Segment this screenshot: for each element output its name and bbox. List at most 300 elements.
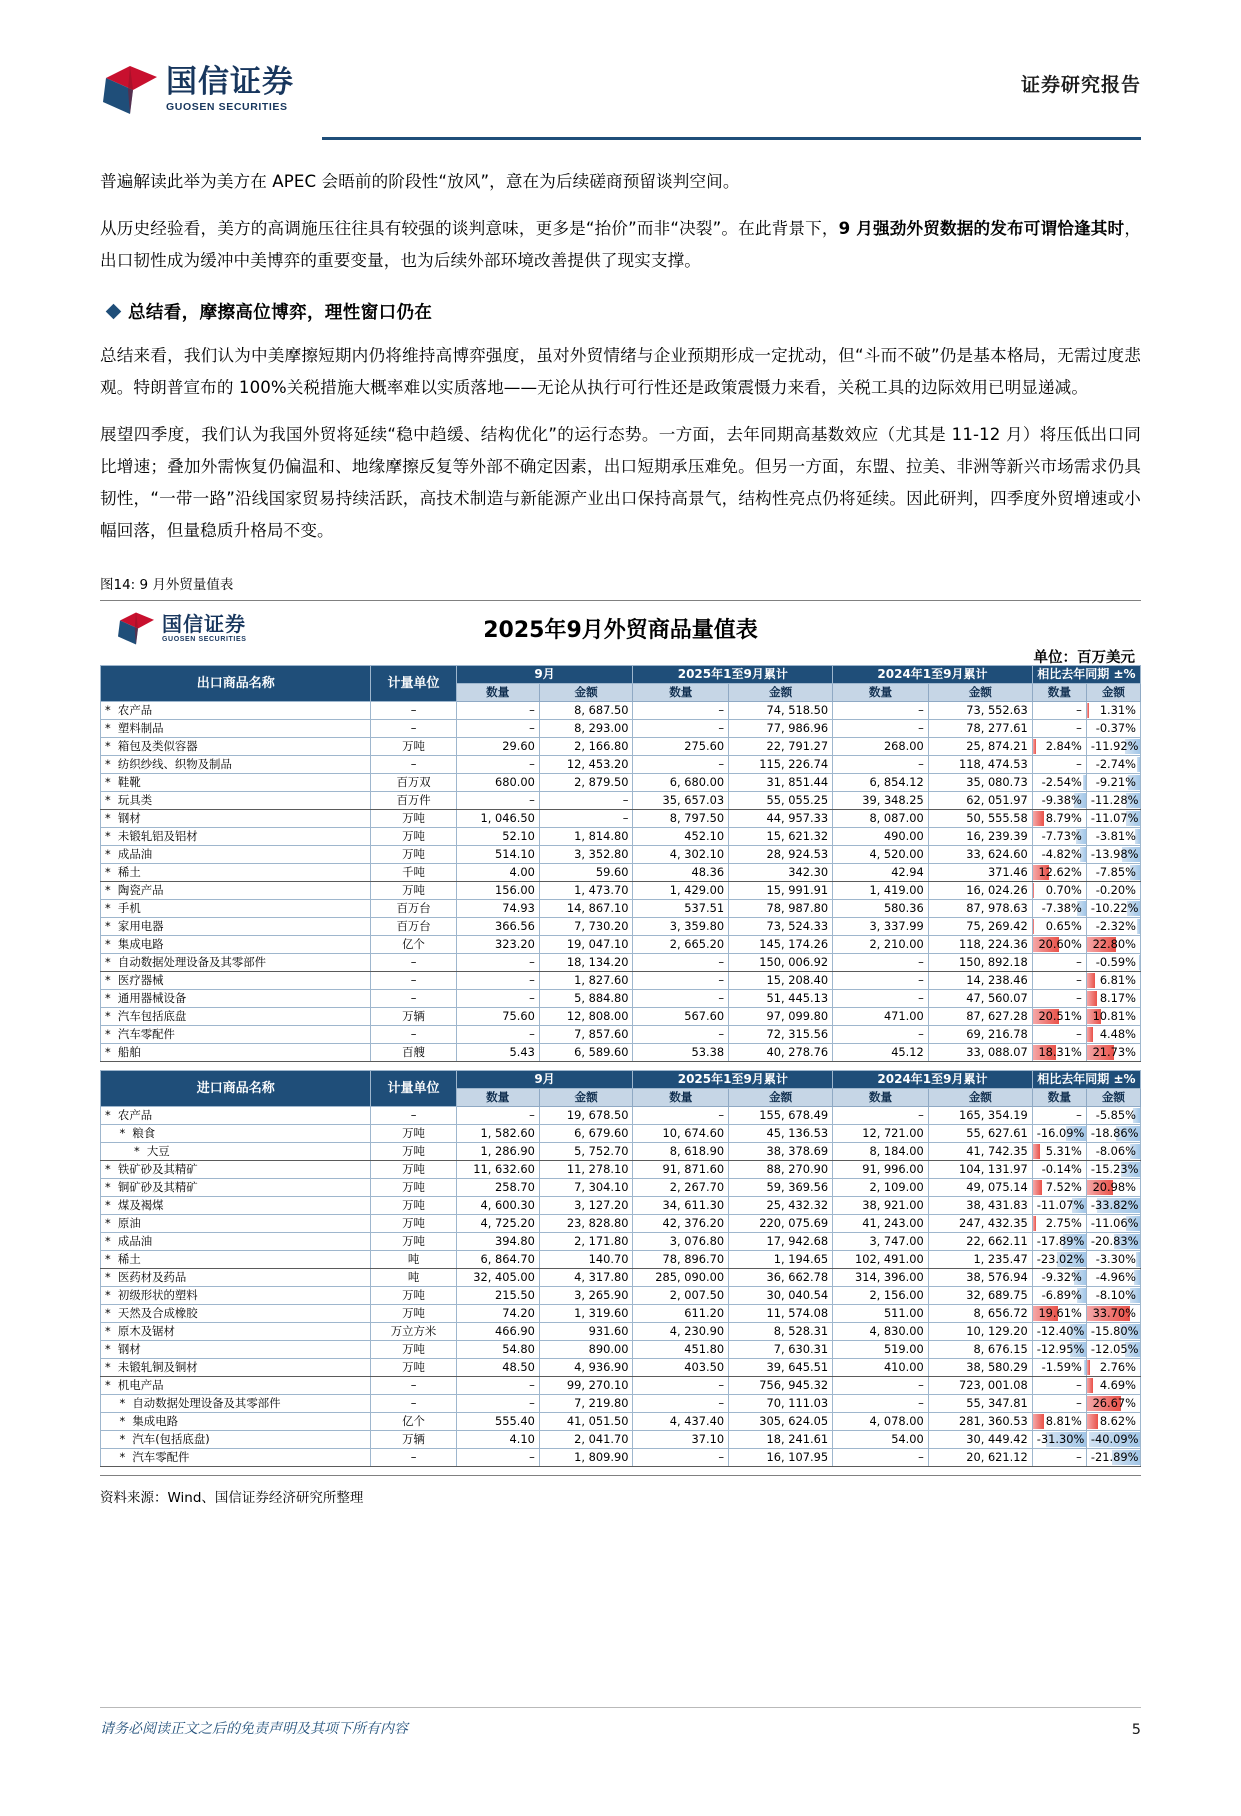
export-ytd2024-qty: –	[833, 720, 929, 738]
import-item-name: * 大豆	[101, 1143, 371, 1161]
export-yoy-amount	[1086, 972, 1140, 990]
export-ytd2024-qty: –	[833, 990, 929, 1008]
databar-value: –	[1076, 955, 1082, 969]
import-ytd2024-amount: 32, 689.75	[928, 1287, 1032, 1305]
export-unit: –	[371, 702, 456, 720]
positive-databar	[1033, 1144, 1040, 1159]
export-yoy-amount	[1086, 954, 1140, 972]
import-unit: 万吨	[371, 1179, 456, 1197]
import-ytd2024-amount: 247, 432.35	[928, 1215, 1032, 1233]
import-item-name: * 汽车(包括底盘)	[101, 1431, 371, 1449]
export-ytd2025-qty: –	[633, 720, 729, 738]
guosen-logo-icon-small	[116, 611, 156, 646]
export-ytd2025-qty: –	[633, 756, 729, 774]
databar-value: 0.65%	[1046, 919, 1082, 933]
export-yoy-amount	[1086, 936, 1140, 954]
import-month-amount: 1, 319.60	[539, 1305, 633, 1323]
databar-value: -31.30%	[1037, 1432, 1085, 1446]
export-ytd2024-amount: 35, 080.73	[928, 774, 1032, 792]
import-yoy-amount	[1086, 1143, 1140, 1161]
export-yoy-qty	[1032, 990, 1086, 1008]
export-yoy-qty	[1032, 954, 1086, 972]
export-yoy-qty	[1032, 900, 1086, 918]
table-row	[101, 900, 1141, 918]
export-month-qty: –	[456, 990, 539, 1008]
negative-databar	[1137, 919, 1140, 934]
import-ytd2024-qty: 4, 078.00	[833, 1413, 929, 1431]
export-ytd2025-qty: 275.60	[633, 738, 729, 756]
import-ytd2024-amount: 723, 001.08	[928, 1377, 1032, 1395]
th-month-qty: 数量	[456, 684, 539, 702]
import-yoy-qty	[1032, 1161, 1086, 1179]
table-row	[101, 1341, 1141, 1359]
table-row	[101, 720, 1141, 738]
export-month-amount: 8, 293.00	[539, 720, 633, 738]
table-row	[101, 1287, 1141, 1305]
export-unit: 千吨	[371, 864, 456, 882]
databar-value: -13.98%	[1091, 847, 1139, 861]
import-ytd2025-qty: 8, 618.90	[633, 1143, 729, 1161]
import-ytd2025-amount: 756, 945.32	[729, 1377, 833, 1395]
brand-name-cn: 国信证券	[166, 67, 294, 99]
import-ytd2025-qty: 611.20	[633, 1305, 729, 1323]
import-yoy-qty	[1032, 1359, 1086, 1377]
import-unit: 万吨	[371, 1341, 456, 1359]
import-month-amount: 4, 936.90	[539, 1359, 633, 1377]
export-yoy-amount	[1086, 792, 1140, 810]
export-month-amount: 7, 857.60	[539, 1026, 633, 1044]
export-month-amount: –	[539, 810, 633, 828]
import-yoy-qty	[1032, 1377, 1086, 1395]
import-ytd2025-qty: 403.50	[633, 1359, 729, 1377]
import-unit: 万吨	[371, 1161, 456, 1179]
export-month-qty: 29.60	[456, 738, 539, 756]
import-ytd2024-qty: 38, 921.00	[833, 1197, 929, 1215]
negative-databar	[1137, 757, 1140, 772]
import-ytd2025-amount: 17, 942.68	[729, 1233, 833, 1251]
export-month-amount: 3, 352.80	[539, 846, 633, 864]
import-table-head	[101, 1071, 1141, 1107]
brand-logo	[100, 64, 294, 116]
th-y24-amt: 金额	[928, 684, 1032, 702]
import-month-qty: –	[456, 1107, 539, 1125]
export-ytd2025-amount: 73, 524.33	[729, 918, 833, 936]
import-month-amount: 3, 265.90	[539, 1287, 633, 1305]
export-month-qty: 52.10	[456, 828, 539, 846]
export-ytd2025-amount: 72, 315.56	[729, 1026, 833, 1044]
import-item-name: * 铜矿砂及其精矿	[101, 1179, 371, 1197]
export-yoy-amount	[1086, 882, 1140, 900]
th-yoy-qty-i: 数量	[1032, 1089, 1086, 1107]
import-month-qty: 4, 600.30	[456, 1197, 539, 1215]
table-row	[101, 918, 1141, 936]
export-unit: –	[371, 954, 456, 972]
import-ytd2025-amount: 70, 111.03	[729, 1395, 833, 1413]
footer-divider	[100, 1707, 1141, 1708]
import-month-qty: 6, 864.70	[456, 1251, 539, 1269]
export-month-qty: –	[456, 720, 539, 738]
export-ytd2024-amount: 16, 024.26	[928, 882, 1032, 900]
import-ytd2025-amount: 88, 270.90	[729, 1161, 833, 1179]
import-yoy-qty	[1032, 1125, 1086, 1143]
export-month-qty: 323.20	[456, 936, 539, 954]
export-yoy-amount	[1086, 720, 1140, 738]
export-ytd2024-qty: 3, 337.99	[833, 918, 929, 936]
import-ytd2024-qty: 91, 996.00	[833, 1161, 929, 1179]
import-ytd2025-amount: 1, 194.65	[729, 1251, 833, 1269]
export-month-qty: 75.60	[456, 1008, 539, 1026]
import-month-qty: 555.40	[456, 1413, 539, 1431]
import-yoy-amount	[1086, 1125, 1140, 1143]
import-unit: 万吨	[371, 1359, 456, 1377]
import-yoy-amount	[1086, 1431, 1140, 1449]
export-item-name: * 成品油	[101, 846, 371, 864]
export-month-amount: 8, 687.50	[539, 702, 633, 720]
import-item-name: * 集成电路	[101, 1413, 371, 1431]
export-month-amount: 7, 730.20	[539, 918, 633, 936]
databar-value: -17.89%	[1037, 1234, 1085, 1248]
section-heading	[108, 299, 1141, 324]
table-row	[101, 990, 1141, 1008]
export-item-name: * 稀土	[101, 864, 371, 882]
import-yoy-qty	[1032, 1215, 1086, 1233]
export-ytd2024-amount: 87, 978.63	[928, 900, 1032, 918]
import-ytd2024-amount: 55, 347.81	[928, 1395, 1032, 1413]
export-month-qty: 680.00	[456, 774, 539, 792]
import-ytd2025-amount: 7, 630.31	[729, 1341, 833, 1359]
export-month-amount: 19, 047.10	[539, 936, 633, 954]
export-month-qty: 1, 046.50	[456, 810, 539, 828]
databar-value: -21.89%	[1091, 1450, 1139, 1464]
import-month-amount: 2, 171.80	[539, 1233, 633, 1251]
th-yoy-import: 相比去年同期 ±%	[1032, 1071, 1140, 1089]
table-row	[101, 1359, 1141, 1377]
th-yoy: 相比去年同期 ±%	[1032, 666, 1140, 684]
import-item-name: * 初级形状的塑料	[101, 1287, 371, 1305]
export-ytd2024-amount: 69, 216.78	[928, 1026, 1032, 1044]
databar-value: -5.85%	[1096, 1108, 1136, 1122]
import-yoy-qty	[1032, 1197, 1086, 1215]
export-month-qty: 4.00	[456, 864, 539, 882]
export-month-qty: 5.43	[456, 1044, 539, 1062]
import-item-name: * 稀土	[101, 1251, 371, 1269]
export-yoy-amount	[1086, 1026, 1140, 1044]
table-row	[101, 774, 1141, 792]
import-month-qty: 466.90	[456, 1323, 539, 1341]
import-month-amount: 2, 041.70	[539, 1431, 633, 1449]
export-item-name: * 玩具类	[101, 792, 371, 810]
export-yoy-qty	[1032, 774, 1086, 792]
import-yoy-qty	[1032, 1449, 1086, 1467]
article-body	[100, 166, 1141, 1506]
export-item-name: * 汽车包括底盘	[101, 1008, 371, 1026]
import-ytd2024-amount: 38, 576.94	[928, 1269, 1032, 1287]
table-row	[101, 1377, 1141, 1395]
export-item-name: * 箱包及类似容器	[101, 738, 371, 756]
import-month-qty: –	[456, 1377, 539, 1395]
positive-databar	[1033, 1414, 1044, 1429]
import-yoy-amount	[1086, 1395, 1140, 1413]
import-item-name: * 成品油	[101, 1233, 371, 1251]
import-ytd2024-qty: 54.00	[833, 1431, 929, 1449]
export-ytd2024-amount: 16, 239.39	[928, 828, 1032, 846]
databar-value: 8.17%	[1100, 991, 1136, 1005]
export-unit: –	[371, 990, 456, 1008]
import-ytd2024-amount: 38, 580.29	[928, 1359, 1032, 1377]
table-row	[101, 1395, 1141, 1413]
export-ytd2025-qty: –	[633, 990, 729, 1008]
import-item-name: * 铁矿砂及其精矿	[101, 1161, 371, 1179]
databar-value: -0.59%	[1096, 955, 1136, 969]
import-ytd2025-qty: 42, 376.20	[633, 1215, 729, 1233]
databar-value: -18.86%	[1091, 1126, 1139, 1140]
import-yoy-amount	[1086, 1269, 1140, 1287]
export-ytd2024-amount: 14, 238.46	[928, 972, 1032, 990]
export-yoy-amount	[1086, 864, 1140, 882]
databar-value: -11.06%	[1091, 1216, 1139, 1230]
export-month-qty: –	[456, 972, 539, 990]
import-month-amount: 11, 278.10	[539, 1161, 633, 1179]
export-ytd2024-amount: 62, 051.97	[928, 792, 1032, 810]
import-month-amount: 1, 809.90	[539, 1449, 633, 1467]
import-yoy-amount	[1086, 1251, 1140, 1269]
export-unit: 万吨	[371, 738, 456, 756]
export-ytd2025-qty: 567.60	[633, 1008, 729, 1026]
import-month-qty: 1, 286.90	[456, 1143, 539, 1161]
import-month-amount: 3, 127.20	[539, 1197, 633, 1215]
th-month-qty-i: 数量	[456, 1089, 539, 1107]
import-item-name: * 机电产品	[101, 1377, 371, 1395]
export-ytd2025-amount: 28, 924.53	[729, 846, 833, 864]
page-header	[100, 62, 1141, 140]
export-ytd2025-amount: 40, 278.76	[729, 1044, 833, 1062]
export-unit: –	[371, 972, 456, 990]
export-yoy-qty	[1032, 846, 1086, 864]
databar-value: -11.07%	[1091, 811, 1139, 825]
databar-value: 8.62%	[1100, 1414, 1136, 1428]
export-yoy-qty	[1032, 972, 1086, 990]
positive-databar	[1033, 1180, 1043, 1195]
databar-value: 0.70%	[1046, 883, 1082, 897]
positive-databar	[1087, 1027, 1093, 1042]
negative-databar	[1139, 955, 1140, 970]
table-row	[101, 1197, 1141, 1215]
th-month-amt: 金额	[539, 684, 633, 702]
import-yoy-qty	[1032, 1251, 1086, 1269]
import-ytd2025-qty: 10, 674.60	[633, 1125, 729, 1143]
positive-databar	[1033, 919, 1034, 934]
import-ytd2025-amount: 220, 075.69	[729, 1215, 833, 1233]
export-yoy-qty	[1032, 918, 1086, 936]
th-ytd-2024-import: 2024年1至9月累计	[833, 1071, 1033, 1089]
import-unit: 万吨	[371, 1287, 456, 1305]
export-unit: 百万件	[371, 792, 456, 810]
brand-text	[166, 67, 294, 113]
th-ytd-2024: 2024年1至9月累计	[833, 666, 1033, 684]
import-yoy-amount	[1086, 1413, 1140, 1431]
import-month-qty: 4, 725.20	[456, 1215, 539, 1233]
export-unit: 百艘	[371, 1044, 456, 1062]
import-yoy-qty	[1032, 1413, 1086, 1431]
databar-value: 18.31%	[1038, 1045, 1081, 1059]
databar-value: –	[1076, 1027, 1082, 1041]
export-month-qty: 74.93	[456, 900, 539, 918]
export-ytd2024-qty: 8, 087.00	[833, 810, 929, 828]
import-ytd2025-qty: 3, 076.80	[633, 1233, 729, 1251]
import-ytd2024-amount: 165, 354.19	[928, 1107, 1032, 1125]
import-ytd2025-qty: –	[633, 1107, 729, 1125]
table-row	[101, 1413, 1141, 1431]
figure-caption: 图14: 9 月外贸量值表	[100, 573, 1141, 593]
export-ytd2025-qty: 3, 359.80	[633, 918, 729, 936]
import-month-qty: –	[456, 1449, 539, 1467]
report-page	[0, 62, 1241, 1816]
export-ytd2024-qty: 39, 348.25	[833, 792, 929, 810]
databar-value: -10.22%	[1091, 901, 1139, 915]
import-item-name: * 钢材	[101, 1341, 371, 1359]
export-ytd2024-qty: 4, 520.00	[833, 846, 929, 864]
export-yoy-qty	[1032, 810, 1086, 828]
databar-value: 2.84%	[1046, 739, 1082, 753]
th-month-import: 9月	[456, 1071, 633, 1089]
import-ytd2024-amount: 104, 131.97	[928, 1161, 1032, 1179]
th-ytd-2025: 2025年1至9月累计	[633, 666, 833, 684]
table-row	[101, 1008, 1141, 1026]
export-ytd2024-amount: 33, 624.60	[928, 846, 1032, 864]
import-unit: –	[371, 1395, 456, 1413]
export-ytd2024-qty: 490.00	[833, 828, 929, 846]
import-item-name: * 粮食	[101, 1125, 371, 1143]
databar-value: 4.48%	[1100, 1027, 1136, 1041]
import-unit: 万吨	[371, 1233, 456, 1251]
export-ytd2025-amount: 44, 957.33	[729, 810, 833, 828]
export-ytd2024-amount: 150, 892.18	[928, 954, 1032, 972]
export-yoy-qty	[1032, 828, 1086, 846]
export-month-amount: –	[539, 792, 633, 810]
import-ytd2025-amount: 36, 662.78	[729, 1269, 833, 1287]
import-unit: 万吨	[371, 1305, 456, 1323]
footer-disclaimer: 请务必阅读正文之后的免责声明及其项下所有内容	[100, 1718, 408, 1738]
import-month-amount: 931.60	[539, 1323, 633, 1341]
export-ytd2025-qty: 452.10	[633, 828, 729, 846]
import-unit: 万辆	[371, 1431, 456, 1449]
export-ytd2024-qty: –	[833, 756, 929, 774]
table-row	[101, 1323, 1141, 1341]
export-yoy-qty	[1032, 1044, 1086, 1062]
import-item-name: * 农产品	[101, 1107, 371, 1125]
databar-value: -4.96%	[1096, 1270, 1136, 1284]
export-yoy-amount	[1086, 702, 1140, 720]
import-ytd2025-qty: 451.80	[633, 1341, 729, 1359]
export-yoy-amount	[1086, 990, 1140, 1008]
export-unit: 万吨	[371, 828, 456, 846]
export-table-head	[101, 666, 1141, 702]
import-ytd2024-qty: 3, 747.00	[833, 1233, 929, 1251]
import-ytd2025-qty: 37.10	[633, 1431, 729, 1449]
th-yoy-amt: 金额	[1086, 684, 1140, 702]
import-month-amount: 19, 678.50	[539, 1107, 633, 1125]
paragraph-run: ，出口韧性成为缓冲中美博弈的重要变量，也为后续外部环境改善提供了现实支撑。	[100, 219, 1141, 270]
import-ytd2025-qty: 4, 437.40	[633, 1413, 729, 1431]
th-y25-amt: 金额	[729, 684, 833, 702]
databar-value: -7.85%	[1096, 865, 1136, 879]
databar-value: 2.75%	[1046, 1216, 1082, 1230]
table-row	[101, 1107, 1141, 1125]
databar-value: 19.61%	[1038, 1306, 1081, 1320]
databar-value: –	[1076, 1396, 1082, 1410]
import-month-qty: 215.50	[456, 1287, 539, 1305]
export-month-qty: –	[456, 756, 539, 774]
import-yoy-qty	[1032, 1233, 1086, 1251]
export-unit: –	[371, 720, 456, 738]
import-unit: 万吨	[371, 1197, 456, 1215]
export-month-qty: 156.00	[456, 882, 539, 900]
import-unit: 万吨	[371, 1125, 456, 1143]
export-ytd2025-qty: –	[633, 702, 729, 720]
export-yoy-qty	[1032, 936, 1086, 954]
import-item-name: * 医药材及药品	[101, 1269, 371, 1287]
export-ytd2025-qty: –	[633, 1026, 729, 1044]
export-month-amount: 2, 166.80	[539, 738, 633, 756]
import-yoy-amount	[1086, 1215, 1140, 1233]
import-yoy-qty	[1032, 1341, 1086, 1359]
export-unit: 万吨	[371, 810, 456, 828]
export-month-amount: 2, 879.50	[539, 774, 633, 792]
export-ytd2024-qty: –	[833, 1026, 929, 1044]
positive-databar	[1087, 703, 1089, 718]
table-row	[101, 972, 1141, 990]
export-yoy-amount	[1086, 810, 1140, 828]
export-yoy-qty	[1032, 1026, 1086, 1044]
import-ytd2025-qty: 2, 267.70	[633, 1179, 729, 1197]
export-item-name: * 集成电路	[101, 936, 371, 954]
import-ytd2024-amount: 1, 235.47	[928, 1251, 1032, 1269]
exhibit-brand-cn: 国信证券	[162, 614, 247, 634]
import-ytd2025-qty: 78, 896.70	[633, 1251, 729, 1269]
th-export-name: 出口商品名称	[101, 666, 371, 702]
databar-value: -9.38%	[1042, 793, 1082, 807]
databar-value: 2.76%	[1100, 1360, 1136, 1374]
databar-value: -15.80%	[1091, 1324, 1139, 1338]
export-ytd2025-qty: 53.38	[633, 1044, 729, 1062]
databar-value: 33.70%	[1093, 1306, 1136, 1320]
import-yoy-amount	[1086, 1449, 1140, 1467]
positive-databar	[1033, 739, 1037, 754]
import-yoy-amount	[1086, 1233, 1140, 1251]
export-yoy-qty	[1032, 1008, 1086, 1026]
export-unit: –	[371, 756, 456, 774]
import-ytd2024-qty: 41, 243.00	[833, 1215, 929, 1233]
export-item-name: * 船舶	[101, 1044, 371, 1062]
import-yoy-qty	[1032, 1143, 1086, 1161]
import-ytd2024-qty: 519.00	[833, 1341, 929, 1359]
import-yoy-amount	[1086, 1341, 1140, 1359]
guosen-logo-icon	[100, 64, 160, 116]
databar-value: -23.02%	[1037, 1252, 1085, 1266]
import-ytd2025-qty: 2, 007.50	[633, 1287, 729, 1305]
export-ytd2024-amount: 371.46	[928, 864, 1032, 882]
databar-value: 22.80%	[1093, 937, 1136, 951]
import-month-qty: 1, 582.60	[456, 1125, 539, 1143]
positive-databar	[1033, 883, 1034, 898]
export-month-qty: –	[456, 792, 539, 810]
table-row	[101, 882, 1141, 900]
databar-value: -20.83%	[1091, 1234, 1139, 1248]
import-yoy-amount	[1086, 1359, 1140, 1377]
figure-exhibit	[100, 600, 1141, 1476]
export-item-name: * 鞋靴	[101, 774, 371, 792]
export-ytd2024-amount: 47, 560.07	[928, 990, 1032, 1008]
